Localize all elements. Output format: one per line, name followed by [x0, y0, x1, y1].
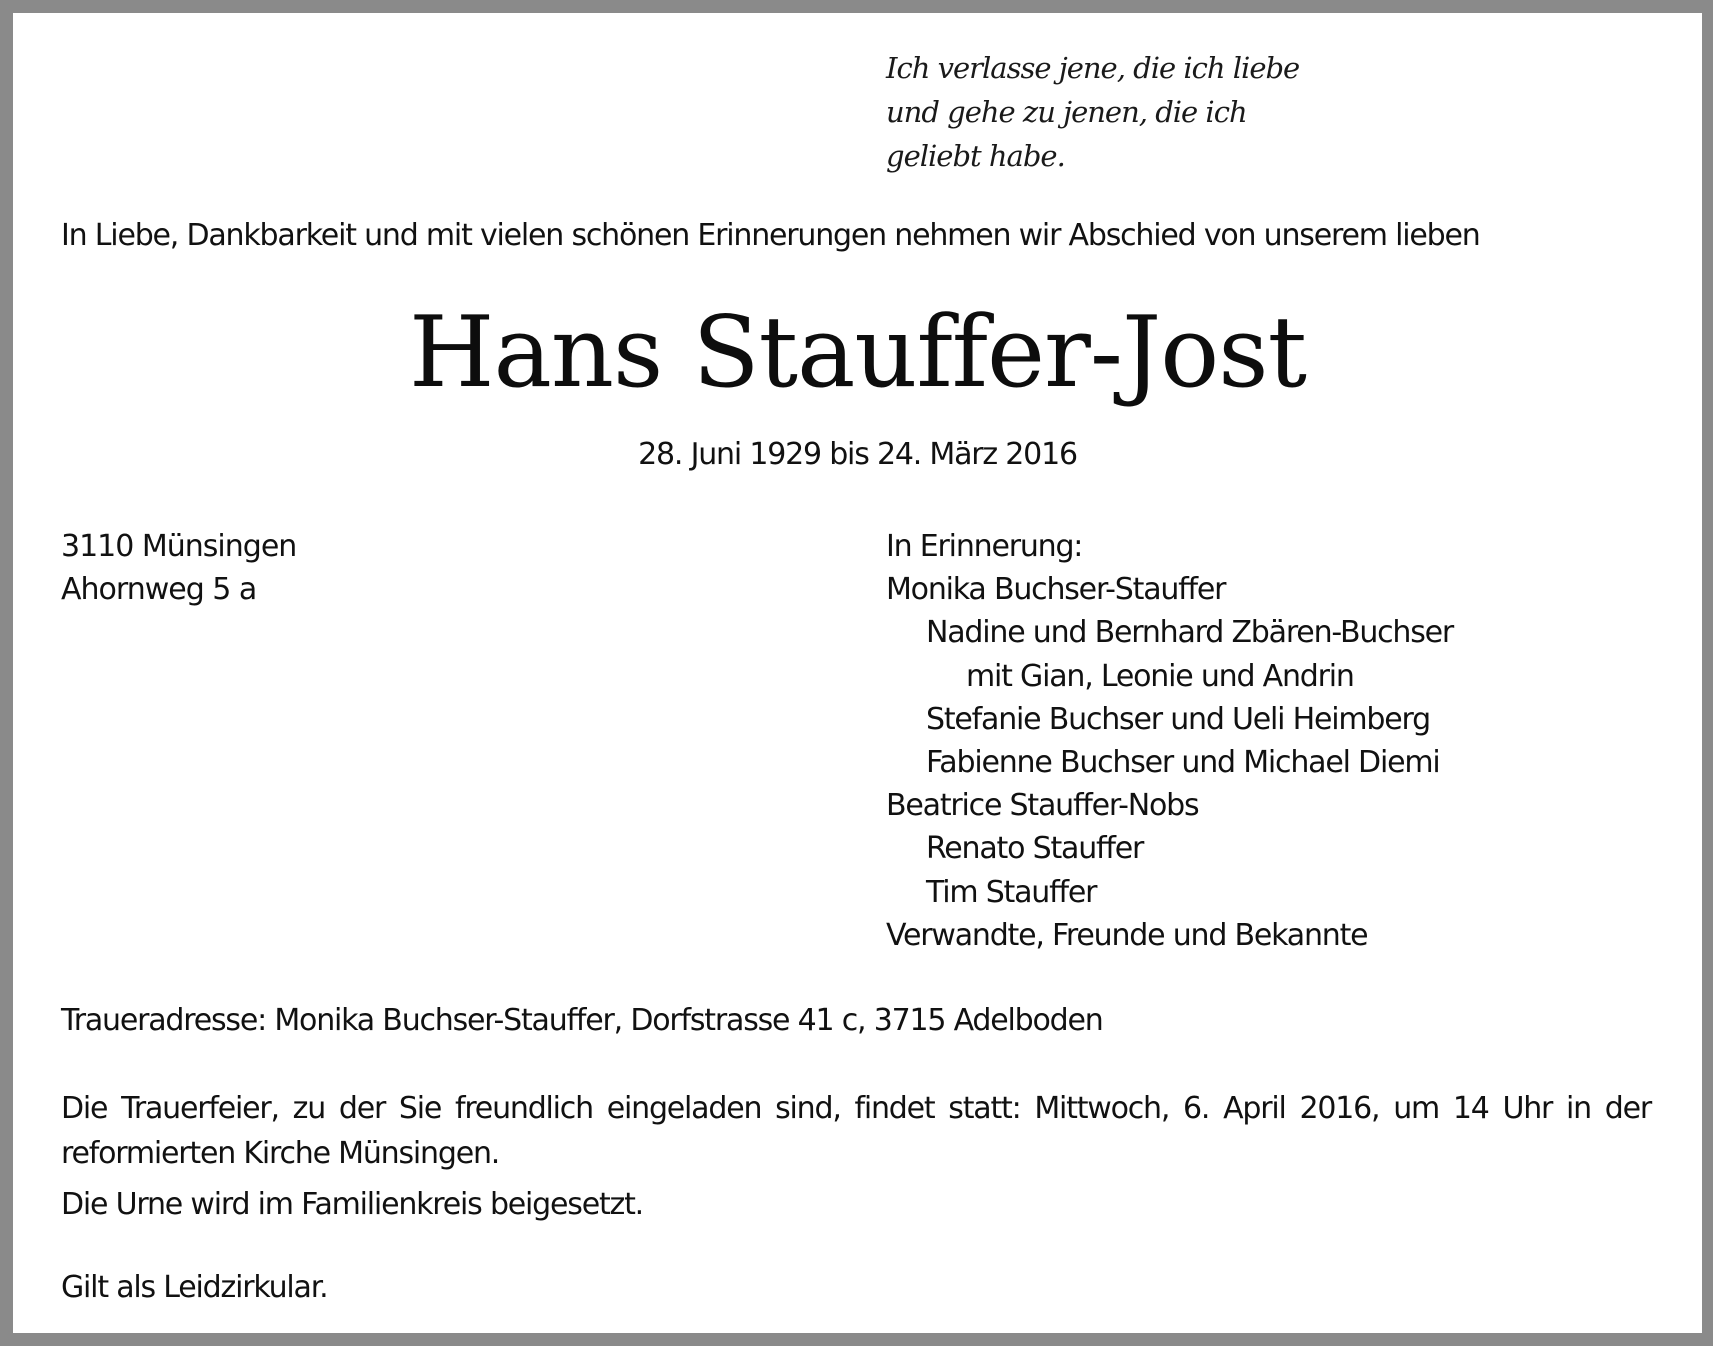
- funeral-service-info: Die Trauerfeier, zu der Sie freundlich eingeladen sind, findet statt: Mittwoch, 6. April 2016, um 14 Uhr in der reformierten Kirche Münsingen.: [61, 1091, 1651, 1171]
- urn-note: Die Urne wird im Familienkreis beigesetzt.: [61, 1187, 643, 1222]
- mourners-list: [886, 525, 1453, 957]
- mourner-entry: Stefanie Buchser und Ueli Heimberg: [926, 701, 1430, 737]
- address-line: Ahornweg 5 a: [61, 572, 257, 607]
- motto-quote: [886, 46, 1299, 178]
- motto-line: geliebt habe.: [886, 139, 1065, 173]
- mourner-entry: mit Gian, Leonie und Andrin: [966, 658, 1354, 694]
- motto-line: Ich verlasse jene, die ich liebe: [886, 51, 1300, 85]
- deceased-name: Hans Stauffer-Jost: [409, 296, 1306, 410]
- mourner-entry: Nadine und Bernhard Zbären-Buchser: [926, 615, 1454, 651]
- circular-note: Gilt als Leidzirkular.: [61, 1270, 328, 1305]
- mourner-entry: Monika Buchser-Stauffer: [886, 572, 1226, 608]
- address-line: 3110 Münsingen: [61, 529, 297, 564]
- sympathy-address: Traueradresse: Monika Buchser-Stauffer, Dorfstrasse 41 c, 3715 Adelboden: [61, 1003, 1103, 1038]
- mourner-entry: Verwandte, Freunde und Bekannte: [886, 917, 1368, 953]
- obituary-notice: [13, 13, 1702, 1333]
- mourner-entry: Fabienne Buchser und Michael Diemi: [926, 745, 1440, 781]
- intro-text: In Liebe, Dankbarkeit und mit vielen schönen Erinnerungen nehmen wir Abschied von unserem lieben: [61, 218, 1480, 253]
- residence-address: [61, 525, 296, 611]
- life-dates: 28. Juni 1929 bis 24. März 2016: [638, 437, 1077, 472]
- motto-line: und gehe zu jenen, die ich: [886, 95, 1247, 129]
- mourner-entry: Beatrice Stauffer-Nobs: [886, 788, 1199, 824]
- mourner-entry: Tim Stauffer: [926, 874, 1097, 910]
- mourners-heading: In Erinnerung:: [886, 529, 1083, 564]
- mourner-entry: Renato Stauffer: [926, 831, 1144, 867]
